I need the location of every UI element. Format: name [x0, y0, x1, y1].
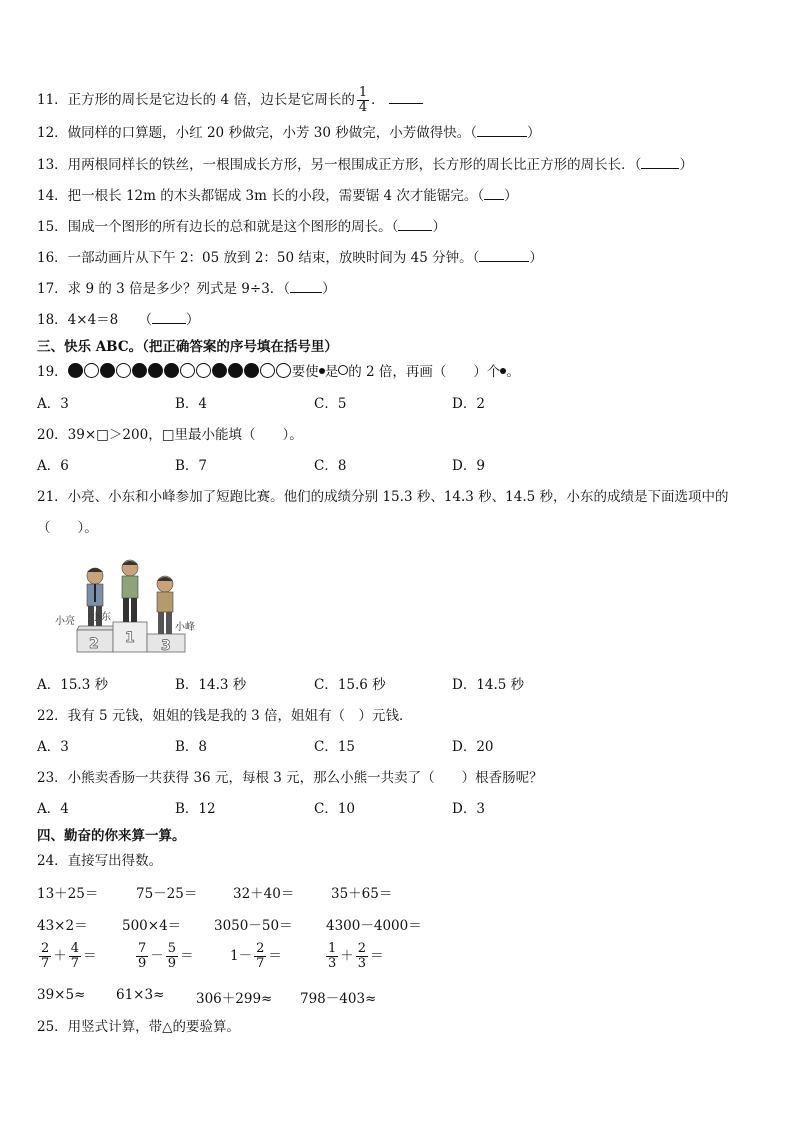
empty-circle-icon — [338, 365, 348, 375]
answer-blank[interactable] — [477, 124, 527, 137]
fraction — [166, 942, 178, 971]
question-16-text: 16．一部动画片从下午 2：05 放到 2：50 结束，放映时间为 45 分钟。（ — [37, 250, 480, 266]
podium-number-3: 3 — [161, 638, 171, 654]
option-d[interactable]: D．9 — [452, 458, 485, 474]
label-xiaofeng: 小峰 — [175, 622, 195, 633]
podium-illustration — [55, 558, 205, 662]
fraction-numerator: 1 — [358, 85, 368, 100]
label-xiaodong: 小东 — [91, 612, 111, 623]
question-20: 20．39×□＞200，□里最小能填（ ）。 — [37, 427, 303, 443]
calc-item: 3050－50＝ — [214, 918, 293, 934]
empty-circle-icon — [84, 363, 99, 378]
fraction — [356, 942, 368, 971]
close-paren: ） — [186, 312, 200, 328]
option-a[interactable]: A．4 — [37, 801, 69, 817]
calc-item: 43×2＝ — [37, 918, 88, 934]
question-19-text-c: 的 2 倍，再画（ ）个 — [348, 364, 501, 380]
answer-blank[interactable] — [398, 218, 432, 231]
fraction-numerator: 4 — [70, 941, 80, 956]
fraction-numerator: 7 — [138, 941, 147, 956]
calc-item: 4300－4000＝ — [326, 918, 422, 934]
question-18-text: 18．4×4＝8 （ — [37, 312, 153, 328]
dot-sequence — [68, 364, 292, 380]
close-paren: ） — [504, 188, 518, 204]
option-a[interactable]: A．3 — [37, 396, 69, 412]
fraction-denominator: 7 — [70, 956, 80, 971]
question-11-text: 11．正方形的周长是它边长的 4 倍，边长是它周长的 — [37, 92, 355, 108]
question-15 — [37, 217, 446, 237]
question-17 — [37, 279, 336, 299]
question-21-text-2: （ ）。 — [37, 520, 98, 536]
fraction-denominator: 7 — [41, 956, 50, 971]
calc-item: 13＋25＝ — [37, 886, 99, 902]
option-d[interactable]: D．14.5 秒 — [452, 677, 525, 693]
calc-item: 32＋40＝ — [233, 886, 295, 902]
calc-item: 798－403≈ — [300, 991, 377, 1007]
option-b[interactable]: B．14.3 秒 — [175, 677, 247, 693]
question-19 — [37, 362, 520, 382]
question-21: 21．小亮、小东和小峰参加了短跑比赛。他们的成绩分别 15.3 秒、14.3 秒、14.5 秒，小东的成绩是下面选项中的 — [37, 489, 729, 505]
fraction-numerator: 1 — [328, 941, 337, 956]
calc-item: 35＋65＝ — [331, 886, 393, 902]
empty-circle-icon — [196, 363, 211, 378]
option-b[interactable]: B．4 — [175, 396, 208, 412]
empty-circle-icon — [116, 363, 131, 378]
fraction — [357, 86, 369, 115]
fraction-denominator: 3 — [357, 956, 367, 971]
question-18 — [37, 310, 200, 330]
option-d[interactable]: D．20 — [452, 739, 494, 755]
fraction-numerator: 2 — [41, 941, 50, 956]
fraction-denominator: 7 — [256, 956, 265, 971]
answer-blank[interactable] — [389, 91, 423, 104]
option-c[interactable]: C．5 — [314, 396, 347, 412]
fraction-calc-1 — [37, 942, 97, 971]
option-d[interactable]: D．3 — [452, 801, 485, 817]
option-c[interactable]: C．15 — [314, 739, 356, 755]
fraction-denominator: 9 — [167, 956, 177, 971]
close-paren: ） — [679, 157, 693, 173]
podium-number-1: 1 — [125, 630, 135, 646]
equals: ＝ — [83, 948, 97, 964]
fraction-denominator: 4 — [358, 100, 368, 115]
fraction — [39, 942, 51, 971]
filled-dot-icon — [164, 363, 179, 378]
close-paren: ） — [529, 250, 543, 266]
filled-dot-icon — [68, 363, 83, 378]
close-paren: ） — [526, 125, 541, 141]
question-19-text-b: 是 — [324, 364, 339, 380]
podium-svg — [55, 558, 205, 658]
section-4-heading: 四、勤奋的你来算一算。 — [37, 828, 186, 844]
calc-item: 306＋299≈ — [196, 991, 273, 1007]
question-22-options — [37, 737, 657, 757]
fraction-numerator: 2 — [256, 941, 265, 956]
question-17-text: 17．求 9 的 3 倍是多少？列式是 9÷3．（ — [37, 281, 291, 297]
question-13-text: 13．用两根同样长的铁丝，一根围成长方形，另一根围成正方形，长方形的周长比正方形的周长长．（ — [37, 157, 642, 173]
section-3-heading: 三、快乐 ABC。（把正确答案的序号填在括号里） — [37, 339, 338, 355]
option-d[interactable]: D．2 — [452, 396, 485, 412]
answer-blank[interactable] — [290, 280, 322, 293]
fraction-calc-2 — [134, 942, 194, 971]
question-11-tail: ． — [371, 92, 385, 108]
option-a[interactable]: A．3 — [37, 739, 69, 755]
option-a[interactable]: A．15.3 秒 — [37, 677, 109, 693]
question-19-number: 19． — [37, 364, 68, 380]
question-22: 22．我有 5 元钱，姐姐的钱是我的 3 倍，姐姐有（ ）元钱． — [37, 708, 413, 724]
operator: ＋ — [340, 948, 354, 964]
option-c[interactable]: C．10 — [314, 801, 356, 817]
question-23-options — [37, 799, 657, 819]
fraction — [254, 942, 266, 971]
answer-blank[interactable] — [479, 249, 529, 262]
filled-dot-icon — [148, 363, 163, 378]
calc-item: 61×3≈ — [116, 987, 165, 1003]
fraction — [69, 942, 81, 971]
question-14-text: 14．把一根长 12m 的木头都锯成 3m 长的小段，需要锯 4 次才能锯完。（ — [37, 188, 485, 204]
fraction-calc-4 — [324, 942, 384, 971]
operator: 1－ — [230, 948, 253, 964]
empty-circle-icon — [276, 363, 291, 378]
question-12-text: 12．做同样的口算题，小红 20 秒做完，小芳 30 秒做完，小芳做得快。（ — [37, 125, 477, 141]
question-20-options — [37, 456, 657, 476]
question-16 — [37, 248, 543, 268]
boy-middle-figure — [122, 560, 138, 622]
question-15-text: 15．围成一个图形的所有边长的总和就是这个图形的周长。（ — [37, 219, 399, 235]
option-c[interactable]: C．8 — [314, 458, 347, 474]
answer-blank[interactable] — [484, 187, 504, 200]
fraction-denominator: 9 — [138, 956, 147, 971]
question-19-text-a: 要使 — [291, 364, 319, 380]
question-21-options — [37, 675, 657, 695]
question-24: 24．直接写出得数。 — [37, 853, 163, 869]
fraction-numerator: 5 — [167, 941, 177, 956]
question-13 — [37, 155, 693, 175]
calc-item: 75－25＝ — [136, 886, 198, 902]
option-b[interactable]: B．8 — [175, 739, 208, 755]
operator: ＋ — [53, 948, 67, 964]
filled-dot-icon — [212, 363, 227, 378]
question-25: 25．用竖式计算，带△的要验算。 — [37, 1019, 241, 1035]
option-a[interactable]: A．6 — [37, 458, 69, 474]
calc-item: 500×4＝ — [122, 918, 182, 934]
question-14 — [37, 186, 518, 206]
fraction — [326, 942, 338, 971]
label-xiaoliang: 小亮 — [55, 616, 75, 627]
question-19-options — [37, 394, 657, 414]
option-c[interactable]: C．15.6 秒 — [314, 677, 386, 693]
question-11 — [37, 86, 423, 115]
question-19-text-d: 。 — [506, 364, 520, 380]
question-12 — [37, 123, 540, 143]
operator: － — [150, 948, 164, 964]
empty-circle-icon — [260, 363, 275, 378]
option-b[interactable]: B．12 — [175, 801, 216, 817]
close-paren: ） — [432, 219, 446, 235]
filled-dot-icon — [228, 363, 243, 378]
fraction — [136, 942, 148, 971]
boy-right-figure — [157, 576, 173, 634]
empty-circle-icon — [180, 363, 195, 378]
equals: ＝ — [370, 948, 384, 964]
answer-blank[interactable] — [641, 156, 679, 169]
answer-blank[interactable] — [152, 311, 186, 324]
filled-dot-icon — [132, 363, 147, 378]
equals: ＝ — [268, 948, 282, 964]
calc-item: 39×5≈ — [37, 987, 86, 1003]
close-paren: ） — [322, 281, 336, 297]
equals: ＝ — [180, 948, 194, 964]
podium-number-2: 2 — [89, 636, 99, 652]
filled-dot-icon — [100, 363, 115, 378]
option-b[interactable]: B．7 — [175, 458, 208, 474]
filled-dot-icon — [244, 363, 259, 378]
fraction-denominator: 3 — [328, 956, 337, 971]
question-23: 23．小熊卖香肠一共获得 36 元，每根 3 元，那么小熊一共卖了（ ）根香肠呢？ — [37, 770, 543, 786]
fraction-calc-3 — [230, 942, 282, 971]
fraction-numerator: 2 — [357, 941, 367, 956]
